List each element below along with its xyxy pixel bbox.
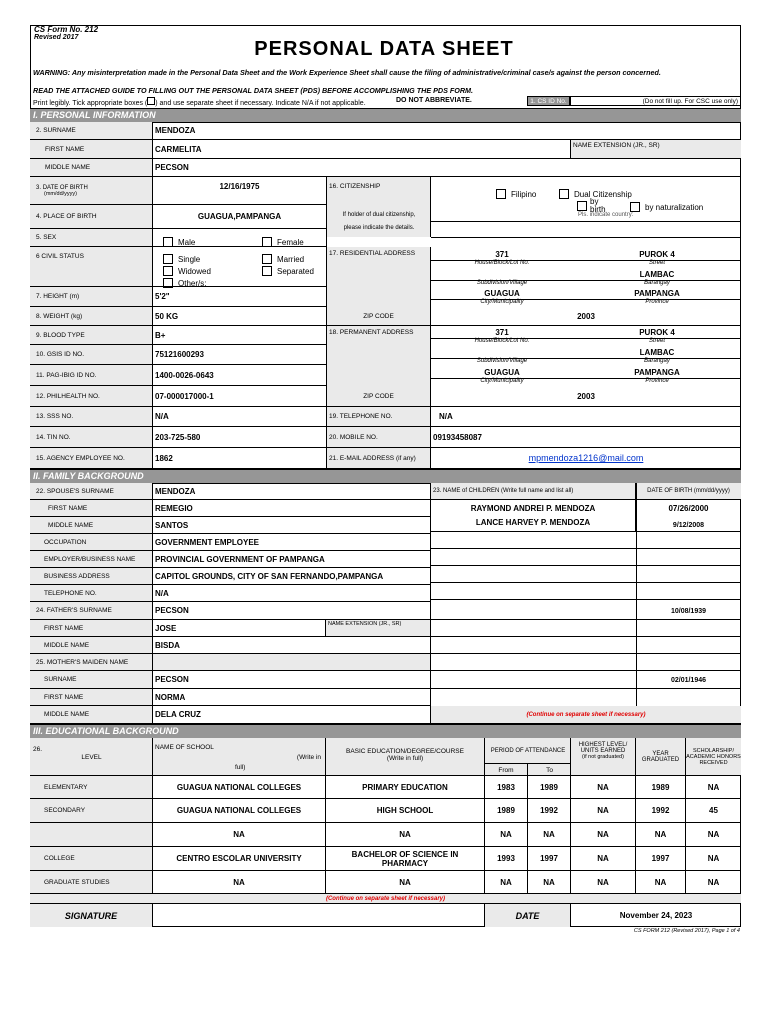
edu-year-1[interactable]: 1989 [636, 776, 686, 799]
child-1-name[interactable]: RAYMOND ANDREI P. MENDOZA [431, 500, 636, 517]
children-dob-label: DATE OF BIRTH (mm/dd/yyyy) [636, 483, 741, 500]
father-surname-label: 24. FATHER'S SURNAME [30, 602, 153, 620]
by-naturalization-checkbox[interactable]: by naturalization [630, 202, 703, 212]
permanent-address-label: 18. PERMANENT ADDRESS [327, 326, 431, 386]
checkbox-icon [262, 266, 272, 276]
occupation-label: OCCUPATION [30, 534, 153, 551]
edu-honors-3[interactable]: NA [686, 823, 741, 847]
checkbox-icon [262, 237, 272, 247]
mother-surname-field[interactable]: PECSON [153, 671, 431, 689]
res-province-field[interactable]: PAMPANGA [634, 289, 680, 298]
form-number: CS Form No. 212 [34, 25, 99, 34]
by-birth-checkbox[interactable]: by birth [577, 198, 606, 214]
father-middle-field[interactable]: BISDA [153, 637, 431, 654]
gsis-field[interactable]: 75121600293 [153, 345, 327, 365]
business-address-label: BUSINESS ADDRESS [30, 568, 153, 585]
spouse-first-label: FIRST NAME [30, 500, 153, 517]
perm-street-caption: Street [648, 338, 665, 344]
email-field[interactable] [431, 448, 741, 469]
school-header: NAME OF SCHOOL (Write in full) [153, 738, 326, 776]
spouse-telephone-field[interactable]: N/A [153, 585, 431, 602]
edu-level-4: COLLEGE [30, 847, 153, 871]
gsis-label: 10. GSIS ID NO. [30, 345, 153, 365]
print-note: Print legibly. Tick appropriate boxes ( ) and use separate sheet if necessary. Indicate N/A if not applicable. [33, 97, 366, 107]
checkbox-icon [577, 201, 587, 211]
edu-units-1[interactable]: NA [571, 776, 636, 799]
edu-from-4[interactable]: 1993 [485, 847, 528, 871]
dob-label: 3. DATE OF BIRTH (mm/dd/yyyy) [30, 177, 153, 205]
course-header: BASIC EDUCATION/DEGREE/COURSE (Write in full) [326, 738, 485, 776]
male-checkbox[interactable]: Male [163, 237, 195, 247]
perm-province-field[interactable]: PAMPANGA [634, 368, 680, 377]
checkbox-icon [559, 189, 569, 199]
edu-year-4[interactable]: 1997 [636, 847, 686, 871]
perm-city-caption: City/Municipality [480, 378, 524, 384]
perm-barangay-caption: Barangay [644, 358, 670, 364]
signature-field[interactable] [153, 904, 485, 927]
married-checkbox[interactable]: Married [262, 254, 304, 264]
cs-id-label: 1. CS ID No. [527, 96, 570, 106]
res-street-caption: Street [648, 260, 665, 266]
employer-label: EMPLOYER/BUSINESS NAME [30, 551, 153, 568]
widowed-checkbox[interactable]: Widowed [163, 266, 211, 276]
surname-label: 2. SURNAME [30, 122, 153, 140]
others-checkbox[interactable]: Other/s: [163, 278, 206, 288]
dual-citizenship-checkbox[interactable]: Dual Citizenship [559, 189, 632, 199]
mother-surname-label: SURNAME [30, 671, 153, 689]
edu-level-3 [30, 823, 153, 847]
guide-text: READ THE ATTACHED GUIDE TO FILLING OUT THE PERSONAL DATA SHEET (PDS) BEFORE ACCOMPLISHING THE PDS FORM. [33, 86, 474, 95]
philhealth-label: 12. PHILHEALTH NO. [30, 386, 153, 407]
residential-address-label: 17. RESIDENTIAL ADDRESS [327, 247, 431, 307]
section-personal-information: I. PERSONAL INFORMATION [30, 108, 741, 123]
father-first-label: FIRST NAME [30, 620, 153, 637]
spouse-first-field[interactable]: REMEGIO [153, 500, 431, 517]
child-2-dob[interactable]: 9/12/2008 [672, 522, 705, 529]
dob-field[interactable]: 12/16/1975 [153, 177, 327, 205]
checkbox-icon [163, 237, 173, 247]
edu-year-2[interactable]: 1992 [636, 799, 686, 823]
cs-id-field[interactable]: (Do not fill up. For CSC use only) [570, 96, 741, 106]
civil-status-label: 6 CIVIL STATUS [30, 247, 153, 287]
mother-first-field[interactable]: NORMA [153, 689, 431, 706]
res-barangay-caption: Barangay [644, 280, 670, 286]
edu-units-3[interactable]: NA [571, 823, 636, 847]
edu-school-5[interactable]: NA [153, 871, 326, 894]
mother-first-label: FIRST NAME [30, 689, 153, 706]
form-page-reference: CS FORM 212 (Revised 2017), Page 1 of 4 [633, 928, 740, 934]
perm-street-field[interactable]: PUROK 4 [639, 328, 675, 337]
perm-province-caption: Province [645, 378, 669, 384]
edu-to-2[interactable]: 1992 [528, 799, 571, 823]
date-field[interactable]: November 24, 2023 [619, 911, 693, 920]
perm-city-field[interactable]: GUAGUA [484, 368, 520, 377]
spouse-surname-label: 22. SPOUSE'S SURNAME [30, 483, 153, 500]
edu-units-4[interactable]: NA [571, 847, 636, 871]
education-continue-note: (Continue on separate sheet if necessary) [30, 894, 741, 904]
edu-to-3[interactable]: NA [528, 823, 571, 847]
place-of-birth-field[interactable]: GUAGUA,PAMPANGA [153, 205, 327, 229]
tin-field[interactable]: 203-725-580 [153, 427, 327, 448]
spouse-surname-field[interactable]: MENDOZA [153, 483, 431, 500]
separated-checkbox[interactable]: Separated [262, 266, 314, 276]
citizenship-label: 16. CITIZENSHIP [327, 177, 431, 237]
res-barangay-field[interactable]: LAMBAC [639, 270, 675, 279]
sss-field[interactable]: N/A [153, 407, 327, 427]
weight-field[interactable]: 50 KG [153, 307, 327, 326]
edu-level-2: SECONDARY [30, 799, 153, 823]
edu-course-4[interactable]: BACHELOR OF SCIENCE IN PHARMACY [326, 847, 485, 871]
checkbox-icon [262, 254, 272, 264]
indicate-country-note: Pls. indicate country: [578, 212, 634, 218]
form-revised: Revised 2017 [34, 34, 79, 41]
mother-maiden-label: 25. MOTHER'S MAIDEN NAME [30, 654, 153, 671]
res-city-caption: City/Municipality [480, 299, 524, 305]
date-label: DATE [485, 904, 571, 927]
res-city-field[interactable]: GUAGUA [484, 289, 520, 298]
mobile-field[interactable]: 09193458087 [431, 427, 741, 448]
year-graduated-header: YEAR GRADUATED [636, 738, 686, 776]
mother-maiden-blank [153, 654, 431, 671]
blood-type-label: 9. BLOOD TYPE [30, 326, 153, 345]
page-title: PERSONAL DATA SHEET [254, 38, 514, 60]
res-house-field[interactable]: 371 [495, 250, 509, 259]
edu-honors-1[interactable]: NA [686, 776, 741, 799]
res-zip-field[interactable]: 2003 [431, 307, 741, 326]
name-extension-field[interactable]: NAME EXTENSION (JR., SR) [571, 140, 741, 159]
units-header: HIGHEST LEVEL/ UNITS EARNED (if not graduated) [571, 738, 636, 776]
edu-from-1[interactable]: 1983 [485, 776, 528, 799]
agency-employee-field[interactable]: 1862 [153, 448, 327, 469]
telephone-label: 19. TELEPHONE NO. [327, 407, 431, 427]
single-checkbox[interactable]: Single [163, 254, 200, 264]
tin-label: 14. TIN NO. [30, 427, 153, 448]
checkbox-icon [163, 266, 173, 276]
perm-house-field[interactable]: 371 [495, 328, 509, 337]
edu-from-2[interactable]: 1989 [485, 799, 528, 823]
edu-honors-2[interactable]: 45 [686, 799, 741, 823]
spouse-middle-label: MIDDLE NAME [30, 517, 153, 534]
honors-header: SCHOLARSHIP/ ACADEMIC HONORS RECEIVED [686, 738, 741, 776]
business-address-field[interactable]: CAPITOL GROUNDS, CITY OF SAN FERNANDO,PAMPANGA [153, 568, 431, 585]
no-abbreviate-note: DO NOT ABBREVIATE. [396, 97, 472, 104]
edu-from-3[interactable]: NA [485, 823, 528, 847]
res-subdivision-caption: Subdivision/Village [476, 280, 528, 286]
sss-label: 13. SSS NO. [30, 407, 153, 427]
edu-level-1: ELEMENTARY [30, 776, 153, 799]
filipino-checkbox[interactable]: Filipino [496, 189, 536, 199]
father-middle-label: MIDDLE NAME [30, 637, 153, 654]
warning-text: WARNING: Any misinterpretation made in the Personal Data Sheet and the Work Experience Sheet shall cause the filing of administrative/criminal case/s against the person concerned. [33, 68, 661, 77]
email-label: 21. E-MAIL ADDRESS (if any) [327, 448, 431, 469]
agency-employee-label: 15. AGENCY EMPLOYEE NO. [30, 448, 153, 469]
period-header: PERIOD OF ATTENDANCE From To [485, 738, 571, 776]
edu-honors-4[interactable]: NA [686, 847, 741, 871]
spouse-middle-field[interactable]: SANTOS [153, 517, 431, 534]
first-name-label: FIRST NAME [30, 140, 153, 159]
middle-name-field[interactable]: PECSON [153, 159, 741, 177]
father-first-field[interactable]: JOSE [153, 620, 326, 637]
edu-course-5[interactable]: NA [326, 871, 485, 894]
edu-to-4[interactable]: 1997 [528, 847, 571, 871]
father-dob[interactable]: 10/08/1939 [670, 607, 707, 615]
edu-year-5[interactable]: NA [636, 871, 686, 894]
pagibig-field[interactable]: 1400-0026-0643 [153, 365, 327, 386]
edu-year-3[interactable]: NA [636, 823, 686, 847]
height-label: 7. HEIGHT (m) [30, 287, 153, 307]
pagibig-label: 11. PAG-IBIG ID NO. [30, 365, 153, 386]
checkbox-icon [496, 189, 506, 199]
spouse-telephone-label: TELEPHONE NO. [30, 585, 153, 602]
children-label: 23. NAME of CHILDREN (Write full name and list all) [431, 483, 636, 500]
place-of-birth-label: 4. PLACE OF BIRTH [30, 205, 153, 229]
child-1-dob[interactable]: 07/26/2000 [668, 504, 709, 513]
edu-course-3[interactable]: NA [326, 823, 485, 847]
employer-field[interactable]: PROVINCIAL GOVERNMENT OF PAMPANGA [153, 551, 431, 568]
telephone-field[interactable]: N/A [431, 407, 741, 427]
edu-level-5: GRADUATE STUDIES [30, 871, 153, 894]
email-link[interactable]: mpmendoza1216@mail.com [528, 453, 644, 463]
section-family-background: II. FAMILY BACKGROUND [30, 469, 741, 484]
edu-from-5[interactable]: NA [485, 871, 528, 894]
citizenship-bottom-line [431, 237, 741, 238]
signature-label: SIGNATURE [30, 904, 153, 927]
dual-citizenship-note: If holder of dual citizenship, please indicate the details. [342, 212, 416, 231]
country-line [431, 221, 741, 222]
checkbox-icon [630, 202, 640, 212]
father-surname-field[interactable]: PECSON [153, 602, 431, 620]
edu-to-1[interactable]: 1989 [528, 776, 571, 799]
section-educational-background: III. EDUCATIONAL BACKGROUND [30, 724, 741, 739]
res-street-field[interactable]: PUROK 4 [639, 250, 675, 259]
edu-school-1[interactable]: GUAGUA NATIONAL COLLEGES [153, 776, 326, 799]
perm-zip-label: ZIP CODE [327, 386, 431, 407]
res-zip-label: ZIP CODE [327, 307, 431, 326]
mobile-label: 20. MOBILE NO. [327, 427, 431, 448]
father-name-extension-field[interactable]: NAME EXTENSION (JR., SR) [326, 620, 431, 637]
res-house-caption: House/Block/Lot No. [474, 260, 530, 266]
edu-course-2[interactable]: HIGH SCHOOL [326, 799, 485, 823]
sex-label: 5. SEX [30, 229, 153, 247]
perm-subdivision-caption: Subdivision/Village [476, 358, 528, 364]
edu-course-1[interactable]: PRIMARY EDUCATION [326, 776, 485, 799]
edu-honors-5[interactable]: NA [686, 871, 741, 894]
occupation-field[interactable]: GOVERNMENT EMPLOYEE [153, 534, 431, 551]
first-name-field[interactable]: CARMELITA [153, 140, 571, 159]
edu-school-2[interactable]: GUAGUA NATIONAL COLLEGES [153, 799, 326, 823]
edu-to-5[interactable]: NA [528, 871, 571, 894]
edu-units-5[interactable]: NA [571, 871, 636, 894]
surname-field[interactable]: MENDOZA [153, 122, 741, 140]
blood-type-field[interactable]: B+ [153, 326, 327, 345]
philhealth-field[interactable]: 07-000017000-1 [153, 386, 327, 407]
middle-name-label: MIDDLE NAME [30, 159, 153, 177]
child-2-name[interactable]: LANCE HARVEY P. MENDOZA [431, 514, 636, 531]
edu-school-4[interactable]: CENTRO ESCOLAR UNIVERSITY [153, 847, 326, 871]
checkbox-icon [163, 254, 173, 264]
family-continue-note: (Continue on separate sheet if necessary) [431, 706, 741, 724]
edu-units-2[interactable]: NA [571, 799, 636, 823]
weight-label: 8. WEIGHT (kg) [30, 307, 153, 326]
residential-address-fields [431, 247, 741, 307]
mother-middle-label: MIDDLE NAME [30, 706, 153, 724]
height-field[interactable]: 5'2" [153, 287, 327, 307]
perm-house-caption: House/Block/Lot No. [474, 338, 530, 344]
mother-dob[interactable]: 02/01/1946 [670, 676, 707, 684]
permanent-address-fields [431, 326, 741, 386]
perm-zip-field[interactable]: 2003 [431, 386, 741, 407]
perm-barangay-field[interactable]: LAMBAC [639, 348, 675, 357]
edu-school-3[interactable]: NA [153, 823, 326, 847]
level-header: 26. LEVEL [30, 738, 153, 776]
res-province-caption: Province [645, 299, 669, 305]
mother-middle-field[interactable]: DELA CRUZ [153, 706, 431, 724]
female-checkbox[interactable]: Female [262, 237, 304, 247]
